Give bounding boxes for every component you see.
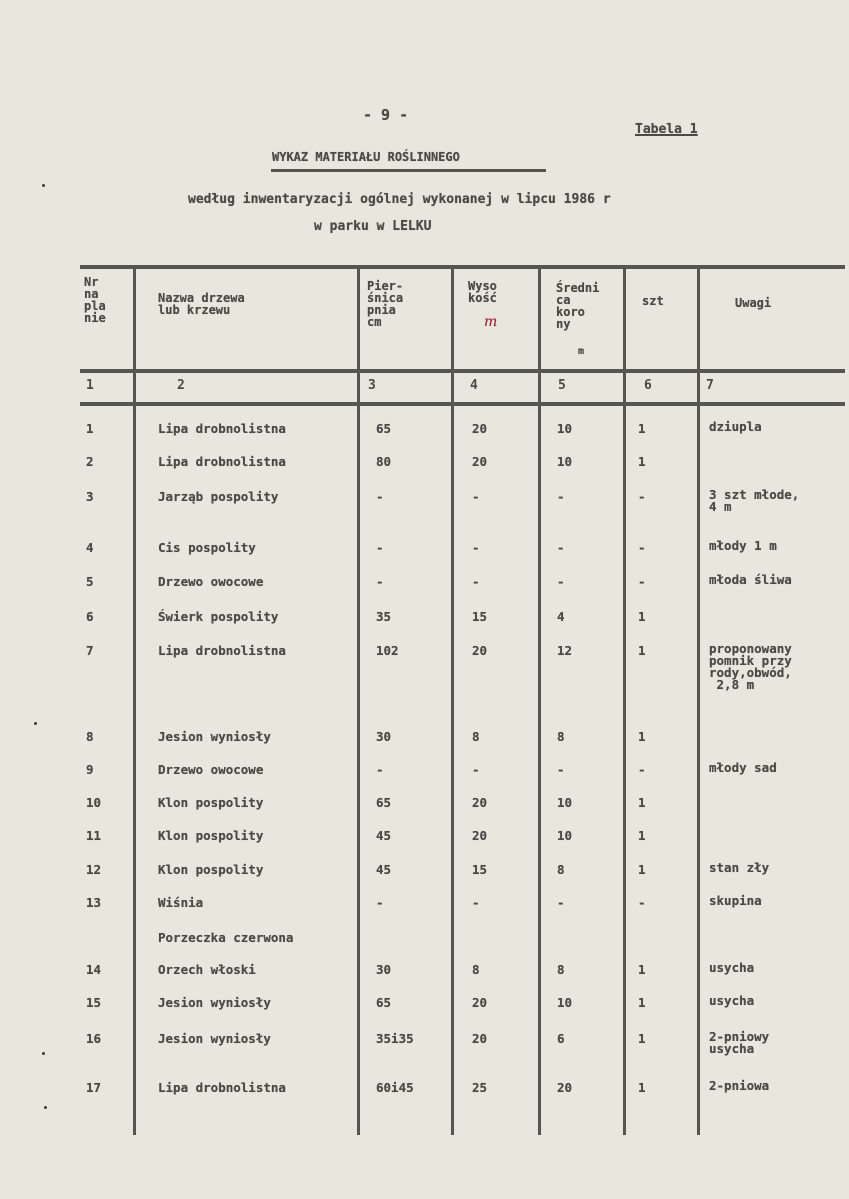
scan-speck <box>44 1106 47 1109</box>
header-height: Wyso kość <box>468 279 497 305</box>
cell-count: - <box>638 489 646 504</box>
cell-name: Cis pospolity <box>158 540 256 555</box>
cell-name: Jesion wyniosły <box>158 995 271 1010</box>
column-divider-3 <box>451 265 454 1135</box>
cell-count: 1 <box>638 421 646 436</box>
cell-perimeter: - <box>376 540 384 555</box>
cell-crown: 6 <box>557 1031 565 1046</box>
scan-speck <box>42 184 45 187</box>
cell-nr: 14 <box>86 962 102 977</box>
cell-crown: 20 <box>557 1080 573 1095</box>
cell-crown: 10 <box>557 828 573 843</box>
cell-height: 20 <box>472 995 488 1010</box>
header-bottom-rule <box>80 369 845 373</box>
cell-name: Wiśnia <box>158 895 204 910</box>
cell-name: Lipa drobnolistna <box>158 454 286 469</box>
cell-perimeter: 30 <box>376 729 392 744</box>
cell-notes: 2-pniowy usycha <box>709 1029 770 1056</box>
cell-perimeter: - <box>376 895 384 910</box>
cell-height: 20 <box>472 643 488 658</box>
cell-height: 15 <box>472 862 488 877</box>
cell-notes: proponowany pomnik przy rody,obwód, 2,8 m <box>709 641 792 692</box>
cell-height: - <box>472 574 480 589</box>
cell-notes: młoda śliwa <box>709 572 792 587</box>
cell-name: Klon pospolity <box>158 828 264 843</box>
column-number-7: 7 <box>706 378 714 393</box>
scan-speck <box>34 722 37 725</box>
document-title: WYKAZ MATERIAŁU ROŚLINNEGO <box>272 150 460 164</box>
cell-notes: skupina <box>709 893 762 908</box>
cell-count: 1 <box>638 729 646 744</box>
cell-perimeter: 60i45 <box>376 1080 414 1095</box>
header-height-unit: m <box>484 314 498 330</box>
column-number-3: 3 <box>368 378 376 393</box>
cell-count: 1 <box>638 609 646 624</box>
cell-count: 1 <box>638 962 646 977</box>
title-underline <box>271 169 546 172</box>
cell-crown: 10 <box>557 995 573 1010</box>
cell-nr: 16 <box>86 1031 102 1046</box>
header-perimeter: Pier- śnica pnia cm <box>367 279 404 329</box>
cell-perimeter: 45 <box>376 828 392 843</box>
cell-perimeter: 35 <box>376 609 392 624</box>
cell-notes: młody sad <box>709 760 777 775</box>
cell-crown: - <box>557 762 565 777</box>
cell-count: 1 <box>638 1080 646 1095</box>
column-divider-4 <box>538 265 541 1135</box>
cell-nr: 4 <box>86 540 94 555</box>
cell-height: 20 <box>472 828 488 843</box>
cell-crown: 4 <box>557 609 565 624</box>
header-crown-unit: m <box>578 346 585 357</box>
cell-count: - <box>638 540 646 555</box>
column-number-6: 6 <box>644 378 652 393</box>
cell-height: 20 <box>472 795 488 810</box>
cell-notes: dziupla <box>709 419 762 434</box>
cell-height: 20 <box>472 1031 488 1046</box>
cell-name: Jesion wyniosły <box>158 1031 271 1046</box>
cell-height: 20 <box>472 454 488 469</box>
cell-perimeter: 80 <box>376 454 392 469</box>
cell-crown: 8 <box>557 862 565 877</box>
column-number-4: 4 <box>470 378 478 393</box>
table-label: Tabela 1 <box>635 122 698 137</box>
cell-nr: 5 <box>86 574 94 589</box>
cell-notes: stan zły <box>709 860 770 875</box>
cell-crown: 10 <box>557 795 573 810</box>
cell-count: 1 <box>638 995 646 1010</box>
cell-notes: 2-pniowa <box>709 1078 770 1093</box>
header-crown: Średni ca koro ny <box>556 281 600 331</box>
cell-crown: 8 <box>557 962 565 977</box>
column-divider-2 <box>357 265 360 1135</box>
cell-notes: usycha <box>709 960 755 975</box>
cell-perimeter: - <box>376 574 384 589</box>
cell-notes: młody 1 m <box>709 538 777 553</box>
cell-nr: 2 <box>86 454 94 469</box>
document-subtitle-line-1: według inwentaryzacji ogólnej wykonanej w lipcu 1986 r <box>188 192 611 207</box>
cell-nr: 8 <box>86 729 94 744</box>
cell-count: - <box>638 762 646 777</box>
cell-perimeter: 30 <box>376 962 392 977</box>
cell-name: Lipa drobnolistna <box>158 1080 286 1095</box>
cell-notes: usycha <box>709 993 755 1008</box>
cell-height: - <box>472 540 480 555</box>
cell-height: - <box>472 762 480 777</box>
cell-nr: 17 <box>86 1080 102 1095</box>
column-divider-1 <box>133 265 136 1135</box>
cell-name: Świerk pospolity <box>158 609 279 624</box>
cell-crown: 8 <box>557 729 565 744</box>
cell-count: 1 <box>638 1031 646 1046</box>
cell-count: 1 <box>638 862 646 877</box>
cell-height: - <box>472 489 480 504</box>
cell-perimeter: 65 <box>376 421 392 436</box>
cell-perimeter: 35i35 <box>376 1031 414 1046</box>
cell-count: 1 <box>638 643 646 658</box>
cell-nr: 13 <box>86 895 102 910</box>
cell-name: Lipa drobnolistna <box>158 421 286 436</box>
cell-crown: - <box>557 895 565 910</box>
cell-count: - <box>638 574 646 589</box>
cell-perimeter: 45 <box>376 862 392 877</box>
cell-height: 20 <box>472 421 488 436</box>
document-subtitle-line-2: w parku w LELKU <box>314 219 432 234</box>
cell-nr: 1 <box>86 421 94 436</box>
cell-name: Porzeczka czerwona <box>158 930 294 945</box>
cell-nr: 10 <box>86 795 102 810</box>
cell-count: - <box>638 895 646 910</box>
cell-nr: 15 <box>86 995 102 1010</box>
cell-crown: 12 <box>557 643 573 658</box>
header-name: Nazwa drzewa lub krzewu <box>158 291 245 317</box>
cell-height: 25 <box>472 1080 488 1095</box>
cell-name: Jarząb pospolity <box>158 489 279 504</box>
table-top-rule <box>80 265 845 269</box>
scan-speck <box>42 1052 45 1055</box>
column-number-1: 1 <box>86 378 94 393</box>
cell-name: Drzewo owocowe <box>158 762 264 777</box>
cell-crown: 10 <box>557 421 573 436</box>
cell-height: 15 <box>472 609 488 624</box>
column-number-5: 5 <box>558 378 566 393</box>
cell-name: Jesion wyniosły <box>158 729 271 744</box>
cell-name: Lipa drobnolistna <box>158 643 286 658</box>
cell-count: 1 <box>638 454 646 469</box>
cell-perimeter: 65 <box>376 995 392 1010</box>
cell-perimeter: - <box>376 762 384 777</box>
page-number: - 9 - <box>363 106 409 124</box>
cell-nr: 9 <box>86 762 94 777</box>
cell-perimeter: 102 <box>376 643 399 658</box>
cell-nr: 11 <box>86 828 102 843</box>
header-count: szt <box>642 294 664 308</box>
cell-height: 8 <box>472 962 480 977</box>
cell-crown: - <box>557 574 565 589</box>
column-divider-6 <box>697 265 700 1135</box>
cell-crown: 10 <box>557 454 573 469</box>
cell-count: 1 <box>638 828 646 843</box>
cell-name: Orzech włoski <box>158 962 256 977</box>
cell-nr: 7 <box>86 643 94 658</box>
cell-name: Drzewo owocowe <box>158 574 264 589</box>
cell-crown: - <box>557 540 565 555</box>
cell-name: Klon pospolity <box>158 795 264 810</box>
cell-count: 1 <box>638 795 646 810</box>
cell-height: - <box>472 895 480 910</box>
cell-name: Klon pospolity <box>158 862 264 877</box>
header-nr: Nr na pla nie <box>84 275 106 325</box>
cell-height: 8 <box>472 729 480 744</box>
column-divider-5 <box>623 265 626 1135</box>
cell-nr: 12 <box>86 862 102 877</box>
cell-nr: 3 <box>86 489 94 504</box>
colnum-bottom-rule <box>80 402 845 406</box>
header-notes: Uwagi <box>735 296 772 310</box>
cell-crown: - <box>557 489 565 504</box>
cell-perimeter: - <box>376 489 384 504</box>
column-number-2: 2 <box>177 378 185 393</box>
cell-nr: 6 <box>86 609 94 624</box>
cell-perimeter: 65 <box>376 795 392 810</box>
cell-notes: 3 szt młode, 4 m <box>709 487 800 514</box>
